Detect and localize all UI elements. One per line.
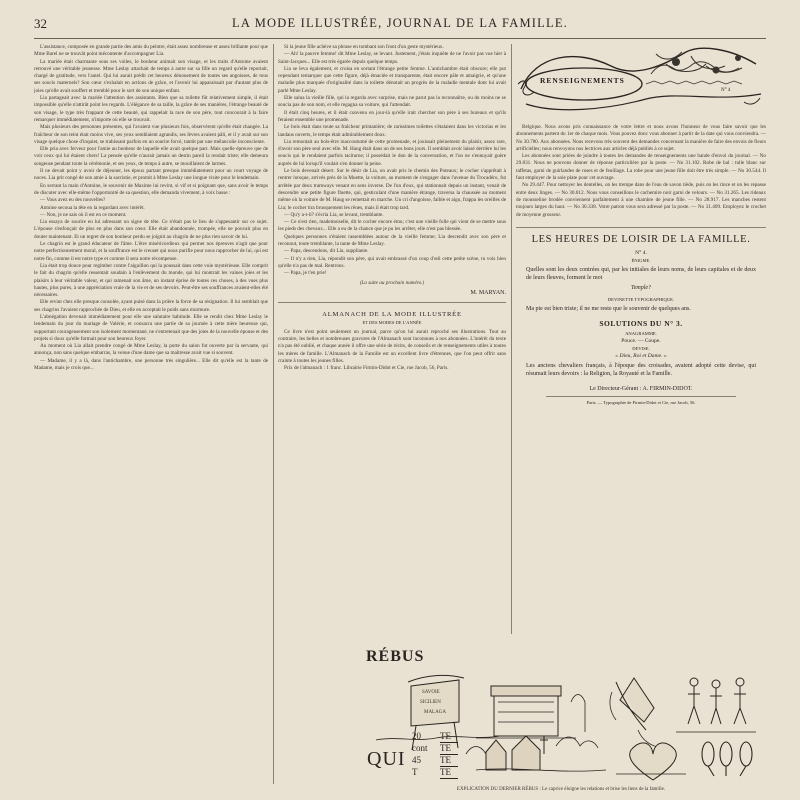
rebus-te-syllable: TE — [440, 754, 458, 767]
loisir-number: N° 4. — [635, 249, 647, 256]
anagramme-label: ANAGRAMME. — [625, 330, 657, 336]
rebus-te-number: 20 — [412, 731, 421, 741]
renseignements-number: N° 4 — [721, 88, 731, 93]
serial-paragraph: Lia remontait au bois-être inaccoutumé de cette promenade, et jouissait pleinement du plaisir, assez rare, d'avoir son père seul avec elle. M. Haug était dans un de ses bons jours. Il semblait avoir laissé derrière lui les soucis qui le rendaient parfois taciturne; il possédait le don de la conversation, et l'on ne s'ennuyait guère auprès de lui lorsqu'il voulait s'en donner la peine. — [278, 138, 506, 167]
serial-paragraph: Antoine secoua la tête en la regardant avec intérêt. — [40, 204, 145, 211]
serial-paragraph: — Qu'y a-t-il? s'écria Lia, se levant, tremblante. — [284, 211, 384, 218]
column-1-serial-text — [34, 44, 268, 784]
serial-paragraph: Elle salua la vieille fille, qui la regarda avec surprise, mais ne parut pas la reconnaître, ou du moins ne se soucia pas de son nom, et elle regagna sa voiture, qui l'attendait. — [278, 95, 506, 109]
journal-title: LA MODE ILLUSTRÉE, JOURNAL DE LA FAMILLE. — [232, 16, 568, 30]
rebus-te-syllable: TE — [440, 730, 458, 743]
serial-paragraph: Le chagrin est le grand éducateur de l'âme. L'être miséricordieux qui permet nos épreuves n'agit que pour notre perfectionnement moral, et la souffrance est le creuset qui nous purifie pour nous rapprocher de lui, qui est notre fin, comme il est notre type et comme il sera notre récompense. — [34, 241, 268, 262]
rebus-sign-word-3: MALAGA — [424, 710, 446, 715]
serial-paragraph: — Ah! la pauvre femme! dit Mme Leslay, se levant. Justement, j'étais inquiète de ne l'avoir pas vue hier à Saint-Jacques... Elle est très égarée depuis quelque temps. — [278, 51, 506, 65]
rebus-te-row — [412, 766, 474, 778]
rebus-title: RÉBUS — [366, 648, 425, 665]
rebus-te-number: 45 — [412, 755, 421, 765]
anagramme-answer: Pouce. — Coupe. — [621, 337, 661, 344]
rebus-te-row — [412, 742, 474, 754]
rebus-section — [316, 642, 766, 800]
section-rule — [278, 302, 506, 303]
serial-paragraph: Mais plusieurs des personnes présentes, qui l'avaient vue plusieurs fois, observèrent qu'elle était changée. La fraîcheur de son teint était moins vive, ses yeux semblaient agrandis, ses lèvres avaient pâli, et il y avait sur son visage quelque chose d'inquiet, se trahissant parfois en un sourire forcé, tantôt par une mélancolie inconsciente. — [34, 124, 268, 145]
printer-imprint: Paris. — Typographie de Firmin-Didot et Cie, rue Jacob, 56. — [546, 396, 736, 405]
almanach-title: ALMANACH DE LA MODE ILLUSTRÉE — [322, 310, 462, 318]
serial-paragraph: Elle revint chez elle presque consolée, ayant puisé dans la prière la force de sa résignation. Il lui semblait que ses chagrins l'avaient rapprochée de Dieu, et elle en acceptait le poids sans murmure. — [34, 299, 268, 313]
enigme-label: ÉNIGME. — [631, 257, 651, 263]
rebus-te-syllable: TE — [440, 742, 458, 755]
serial-paragraph: Quelques personnes s'étaient rassemblées autour de la vieille femme; Lia descendit avec son père et reconnut, toute tremblante, la tante de Mme Leslay. — [278, 233, 506, 248]
serial-paragraph: Lia partageait avec la mariée l'attention des assistants. Bien que sa toilette fût relativement simple, il était impossible qu'elle n'attirât point les regards. L'élégance de sa taille, la grâce de ses manières, l'étrange beauté de son visage, le type très frappant de cette beauté, qui rappelait la race de son père, tout concourait à la faire remarquer immédiatement, n'importe où elle se trouvait. — [34, 95, 268, 123]
serial-paragraph: Il était cinq heures, et il était convenu en jour-là qu'elle irait chercher son père à ses bureaux et qu'ils feraient ensemble une promenade. — [278, 109, 506, 123]
page-number: 32 — [34, 16, 47, 31]
director-signature: Le Directeur-Gérant : A. FIRMIN-DIDOT. — [589, 385, 693, 392]
rebus-sign-word-2: SICILIEN — [420, 700, 441, 705]
serial-paragraph: — Vous avez eu des nouvelles? — [40, 197, 106, 204]
serial-paragraph: Lia était trop douce pour regimber contre l'aiguillon qui la poussait dans cette voie mystérieuse. Elle comprit le fait du chagrin qu'elle ressentait soudain à l'enlèvement du monde, qui lui montrait les vaines joies et les plaisirs à leur véritable valeur, et qui ramenait son âme, un instant éprise de toutes ces choses, à des vues plus hautes, plus pures, à une appréciation vraie de la vie et de ses devoirs. Peut-être ses souffrances avaient-elles été nécessaires. — [34, 262, 268, 299]
renseignements-banner — [516, 44, 766, 120]
devise-label: DEVISE. — [632, 345, 650, 351]
market-stall-illustration — [476, 686, 585, 738]
page-content — [34, 14, 766, 792]
serial-paragraph: En serrant la main d'Antoine, le souvenir de Maxime lui revint, si vif et si poignant que, sans avoir le temps de discuter avec elle-même l'opportunité de sa question, elle demanda vivement, à voix basse : — [34, 182, 268, 196]
rebus-qui: QUI — [367, 748, 406, 770]
serial-paragraph: Au moment où Lia allait prendre congé de Mme Leslay, la porte du salon fut ouverte par la servante, qui annonça, non sans quelque embarras, la venue d'une dame que sa maîtresse avait vue si souvent. — [34, 343, 268, 357]
serial-paragraph: — Ce n'est rien, mademoiselle, dit le cocher encore ému; c'est une vieille folle qui vient de se mettre sous les pieds des chevaux... Elle a eu de la chance que je pu les arrêter, elle n'est pas blessée. — [278, 219, 506, 233]
serial-paragraph: — Papa, je t'en prie! — [284, 270, 327, 277]
column-2-serial-text — [278, 44, 506, 278]
figures-illustration — [676, 678, 756, 732]
serial-paragraph: Lia se leva également, et croisa en sortant l'étrange petite femme. L'antichambre était obscure; elle put cependant remarquer que cette figure, déjà émaciée et transparente, était encore pâle et amaigrie, et qu'une maladie plus marquée d'originalité dans la toilette dénotait un progrès de la maladie mentale dont lui avait parlé Mme Leslay. — [278, 65, 506, 94]
almanach-text — [278, 329, 506, 373]
rebus-te-number: cont — [412, 743, 428, 753]
rebus-te-block — [412, 730, 474, 778]
renseignement-paragraph: Les abonnées sont priées de joindre à toutes les demandes de renseignements une bande d'envoi du journal. — No 29.831. Nous ne pouvons donner de réponse particulière par la poste. — No 31.102. Robe de bal : tulle blanc sur taffetas, garni de guirlandes de roses et de feuillage. La robe pour une jeune fille doit être très simple. — No 30.544. Il faut employer de la soie plate pour cet ouvrage. — [516, 153, 766, 182]
author-signature: M. MARYAN. — [470, 289, 506, 296]
rebus-te-number: T — [412, 767, 418, 777]
serial-paragraph: Elle pria avec ferveur pour l'amie au bonheur de laquelle elle avait quelque part. Mais quelle épreuve que de voir ceux qui lui étaient chers! La pensée qu'elle n'aurait jamais un destin pareil la rendait triste; elle demeura songeuse pendant toute la cérémonie, et ses yeux, de temps à autre, se mouillaient de larmes. — [34, 146, 268, 167]
rebus-te-row — [412, 754, 474, 766]
column-divider — [511, 44, 512, 634]
renseignement-paragraph: No 29.447. Pour nettoyer les dentelles, on les trempe dans de l'eau de savon tiède, puis on les rince et on les repasse entre deux linges. — No 30.012. Nous vous conseillons le cachemire noir garni de velours. — No 31.265. Les rideaux de mousseline brodée conviennent parfaitement à une chambre de jeune fille. — No 28.917. Les manches restent toujours larges du haut. — No 30.338. Votre patron vous sera adressé par la poste. — No 31.409. Employez le crochet de moyenne grosseur. — [516, 182, 766, 218]
rebus-te-syllable: TE — [440, 766, 458, 779]
riddle2-text: Ma pie est bien triste; il ne me reste que le souvenir de quelques ans. — [526, 305, 691, 312]
devise-answer: « Dieu, Roi et Dame. » — [615, 352, 667, 359]
serial-paragraph: Le bois devenait désert. Sur le désir de Lia, on avait pris le chemin des Poteaux; le cocher s'apprêtait à rentrer lorsque, arrivés près de la Muette, la voiture, au moment de s'engager dans l'avenue du Trocadéro, fut arrêtée par deux tramways venant en sens inverse. De l'un d'eux, qui stationnait depuis un instant, venait de descendre une petite figure fluette, qui, gesticulant d'une manière étrange, traversa la chaussée au moment même où la voiture de M. Haug se remettait en marche. Un cri d'angoisse, faible et aigu, frappa les oreilles de Lia; le cocher tira brusquement les rênes, mais il était trop tard. — [278, 168, 506, 211]
serial-paragraph: La mariée était charmante sous ses voiles, le bonheur animait son visage, et les traits d'Antoine avaient retrouvé une véritable jeunesse. Mme Leslay attachait de temps à autre sur sa fille un regard qu'elle reportait, chargé de gratitude, vers l'autel. Qui lui aurait prédit cet heureux dénouement de toutes ses angoisses, de tous ses soucis maternels? Son cœur s'exhalait en actions de grâce, et l'avenir lui apparaissait par d'autant plus de joies qu'elle avait souffert et tremblé pour le sort de son unique enfant. — [34, 58, 268, 94]
almanach-paragraph: Ce livre n'est point seulement un journal, parce qu'on lui aurait reproché ses illustrations. Tout au contraire, les belles et nombreuses gravures de l'Almanach sont inconnues à nos abonnées. L'intérêt du texte n'a pas été oublié, et chaque année il offre une série de récits, de conseils et de renseignements utiles à toutes les mères de famille. L'Almanach de la Famille est un excellent livre d'étrennes, que l'on peut offrir sans crainte à toutes les jeunes filles. — [278, 328, 506, 364]
serial-paragraph: Lia essaya de sourire en lui adressant un signe de tête. Ce n'était pas le lieu de s'appesantir sur ce sujet. L'épouse s'enfonçait de plus en plus dans son cœur. Elle était abandonnée, trompée, elle ne pouvait plus en douter maintenant. Et un regret de son bonheur perdu se joignit au chagrin de ne plus rien savoir de lui. — [34, 219, 268, 240]
page-header — [34, 14, 766, 39]
tree-illustration — [610, 678, 662, 748]
hands-illustration — [616, 743, 686, 780]
serial-paragraph: Si la jeune fille achève sa phrase en tombant son front d'un geste mystérieux. — [284, 44, 444, 50]
to-be-continued: (La suite au prochain numéro.) — [359, 279, 425, 286]
riddle2-label: DEVINETTE TYPOGRAPHIQUE. — [607, 296, 675, 302]
almanach-paragraph: Prix de l'almanach : 1 franc. Librairie Firmin-Didot et Cie, rue Jacob, 56, Paris. — [284, 365, 449, 372]
rebus-sign-word-1: SAVOIE — [422, 690, 440, 695]
almanach-subtitle: ET DES MODES DE L'ANNÉE — [362, 319, 422, 325]
serial-paragraph: L'assistance, composée en grande partie des amis du peintre, était assez nombreuse et assez brillante pour que Mme Barel ne se trouvât point mécontente d'accompagner Lia. — [34, 44, 268, 58]
village-illustration — [466, 736, 606, 771]
renseignements-text — [516, 124, 766, 219]
rebus-caption: EXPLICATION DU DERNIER RÉBUS : Le caprice éloigne les relations et brise les liens de la famille. — [456, 787, 666, 792]
riddle-text: Quelles sont les deux contrées qui, par les initiales de leurs noms, de leurs capitales et de deux de leurs fleuves, forment le mot — [526, 266, 756, 281]
column-divider — [273, 44, 274, 784]
riddle-word: Temple? — [630, 284, 652, 291]
serial-paragraph: — Papa, descendons, dit Lia, suppliante. — [284, 248, 369, 255]
serial-paragraph: — Il n'y a rien, Lia, répondit son père, qui avait embrassé d'un coup d'œil cette petite scène, tu vois bien qu'elle n'a pas de mal. Rentrons. — [278, 255, 506, 269]
solutions-title: SOLUTIONS DU N° 3. — [599, 318, 683, 328]
serial-paragraph: Le bois était dans toute sa fraîcheur printanière; de rarissimes toilettes s'étalaient dans les victorias et les landaus ouverts, le temps était admirablement doux. — [278, 124, 506, 138]
renseignements-title: RENSEIGNEMENTS — [540, 76, 625, 85]
shears-illustration — [702, 742, 752, 776]
loisir-title: LES HEURES DE LOISIR DE LA FAMILLE. — [516, 227, 766, 246]
serial-paragraph: L'abnégation devenait immédiatement pour elle une salutaire habitude. Elle se rendit chez Mme Leslay le lendemain du jour du mariage de Valérie, et consacra une partie de sa journée à cette mère heureuse qui, supportant courageusement son isolement momentané, ne s'entretenait que des joies de la nouvelle épouse et des projets si doux qu'elle formait pour son heureux foyer. — [34, 313, 268, 342]
serial-paragraph: Il ne devait point y avoir de déjeuner, les époux partant presque immédiatement pour un court voyage de noces. Lia prit congé de son amie à la sacristie, et promit à Mme Leslay une longue visite pour le lendemain. — [34, 168, 268, 182]
serial-paragraph: — Non, je ne sais où il est en ce moment. — [40, 211, 127, 218]
devise-text: Les anciens chevaliers français, à l'époque des croisades, avaient adopté cette devise, qui résumait leurs devoirs : la Religion, la Royauté et la Famille. — [526, 362, 756, 377]
serial-paragraph: — Madame, il y a là, dans l'antichambre, une personne très singulière... Elle dit qu'elle est la tante de Madame, mais je crois que... — [34, 357, 268, 372]
renseignement-paragraph: Belgique. Nous avons pris connaissance de votre lettre et nous avons l'honneur de vous faire savoir que les abonnements partent du 1er de chaque mois. Vous pouvez donc vous abonner à partir de la date qui vous conviendra. — No 30.780. Aux abonnées. Nous recevons très souvent des demandes concernant la manière de faire des envois de fleurs artificielles; nous renvoyons nos lectrices aux articles déjà publiés à ce sujet. — [516, 124, 766, 152]
rebus-te-row — [412, 730, 474, 742]
